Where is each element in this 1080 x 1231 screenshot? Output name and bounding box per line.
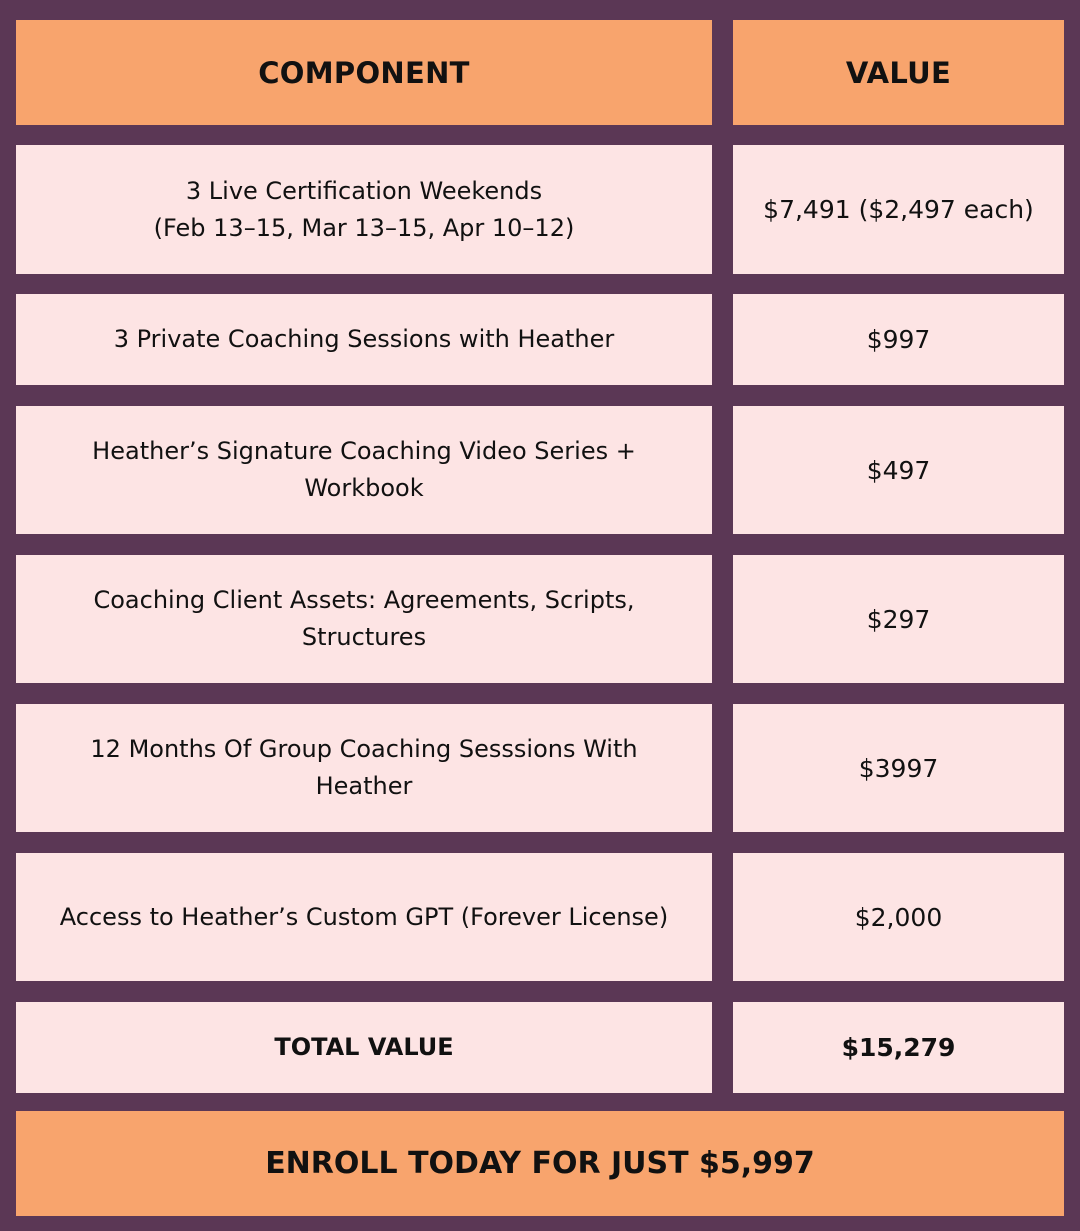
total-label	[16, 1002, 712, 1093]
row-component	[16, 704, 712, 832]
row-value	[733, 406, 1064, 534]
row-value	[733, 145, 1064, 274]
enroll-cta-label: ENROLL TODAY FOR JUST $5,997	[265, 1146, 815, 1181]
row-component-text: Access to Heather’s Custom GPT (Forever License)	[59, 902, 669, 931]
row-component-text: Heather’s Signature Coaching Video Series + Workbook	[92, 437, 636, 502]
header-component-label: COMPONENT	[258, 55, 470, 90]
header-value	[733, 20, 1064, 125]
row-component-text: 3 Private Coaching Sessions with Heather	[113, 325, 615, 353]
row-value-text: $2,000	[854, 902, 943, 932]
total-value	[733, 1002, 1064, 1093]
row-value	[733, 704, 1064, 832]
row-value	[733, 294, 1064, 385]
total-label-text: TOTAL VALUE	[274, 1033, 454, 1061]
row-component-text: Coaching Client Assets: Agreements, Scripts, Structures	[93, 586, 635, 651]
row-component	[16, 406, 712, 534]
row-value-text: $3997	[858, 753, 939, 783]
row-value	[733, 555, 1064, 683]
row-value-text: $7,491 ($2,497 each)	[763, 195, 1034, 224]
row-component	[16, 294, 712, 385]
header-value-label: VALUE	[845, 55, 952, 90]
row-component-line: 3 Live Certification Weekends	[185, 176, 543, 205]
row-component	[16, 145, 712, 274]
row-component-text	[154, 173, 575, 247]
row-value-text: $497	[866, 455, 931, 485]
total-value-text: $15,279	[841, 1033, 956, 1062]
row-value-text: $997	[866, 325, 931, 354]
row-component-line: (Feb 13–15, Mar 13–15, Apr 10–12)	[153, 213, 575, 242]
enroll-cta-banner[interactable]	[16, 1111, 1064, 1216]
row-component	[16, 555, 712, 683]
row-value-text: $297	[866, 604, 931, 634]
row-value	[733, 853, 1064, 981]
header-component	[16, 20, 712, 125]
row-component	[16, 853, 712, 981]
row-component-text: 12 Months Of Group Coaching Sesssions With Heather	[90, 735, 638, 800]
